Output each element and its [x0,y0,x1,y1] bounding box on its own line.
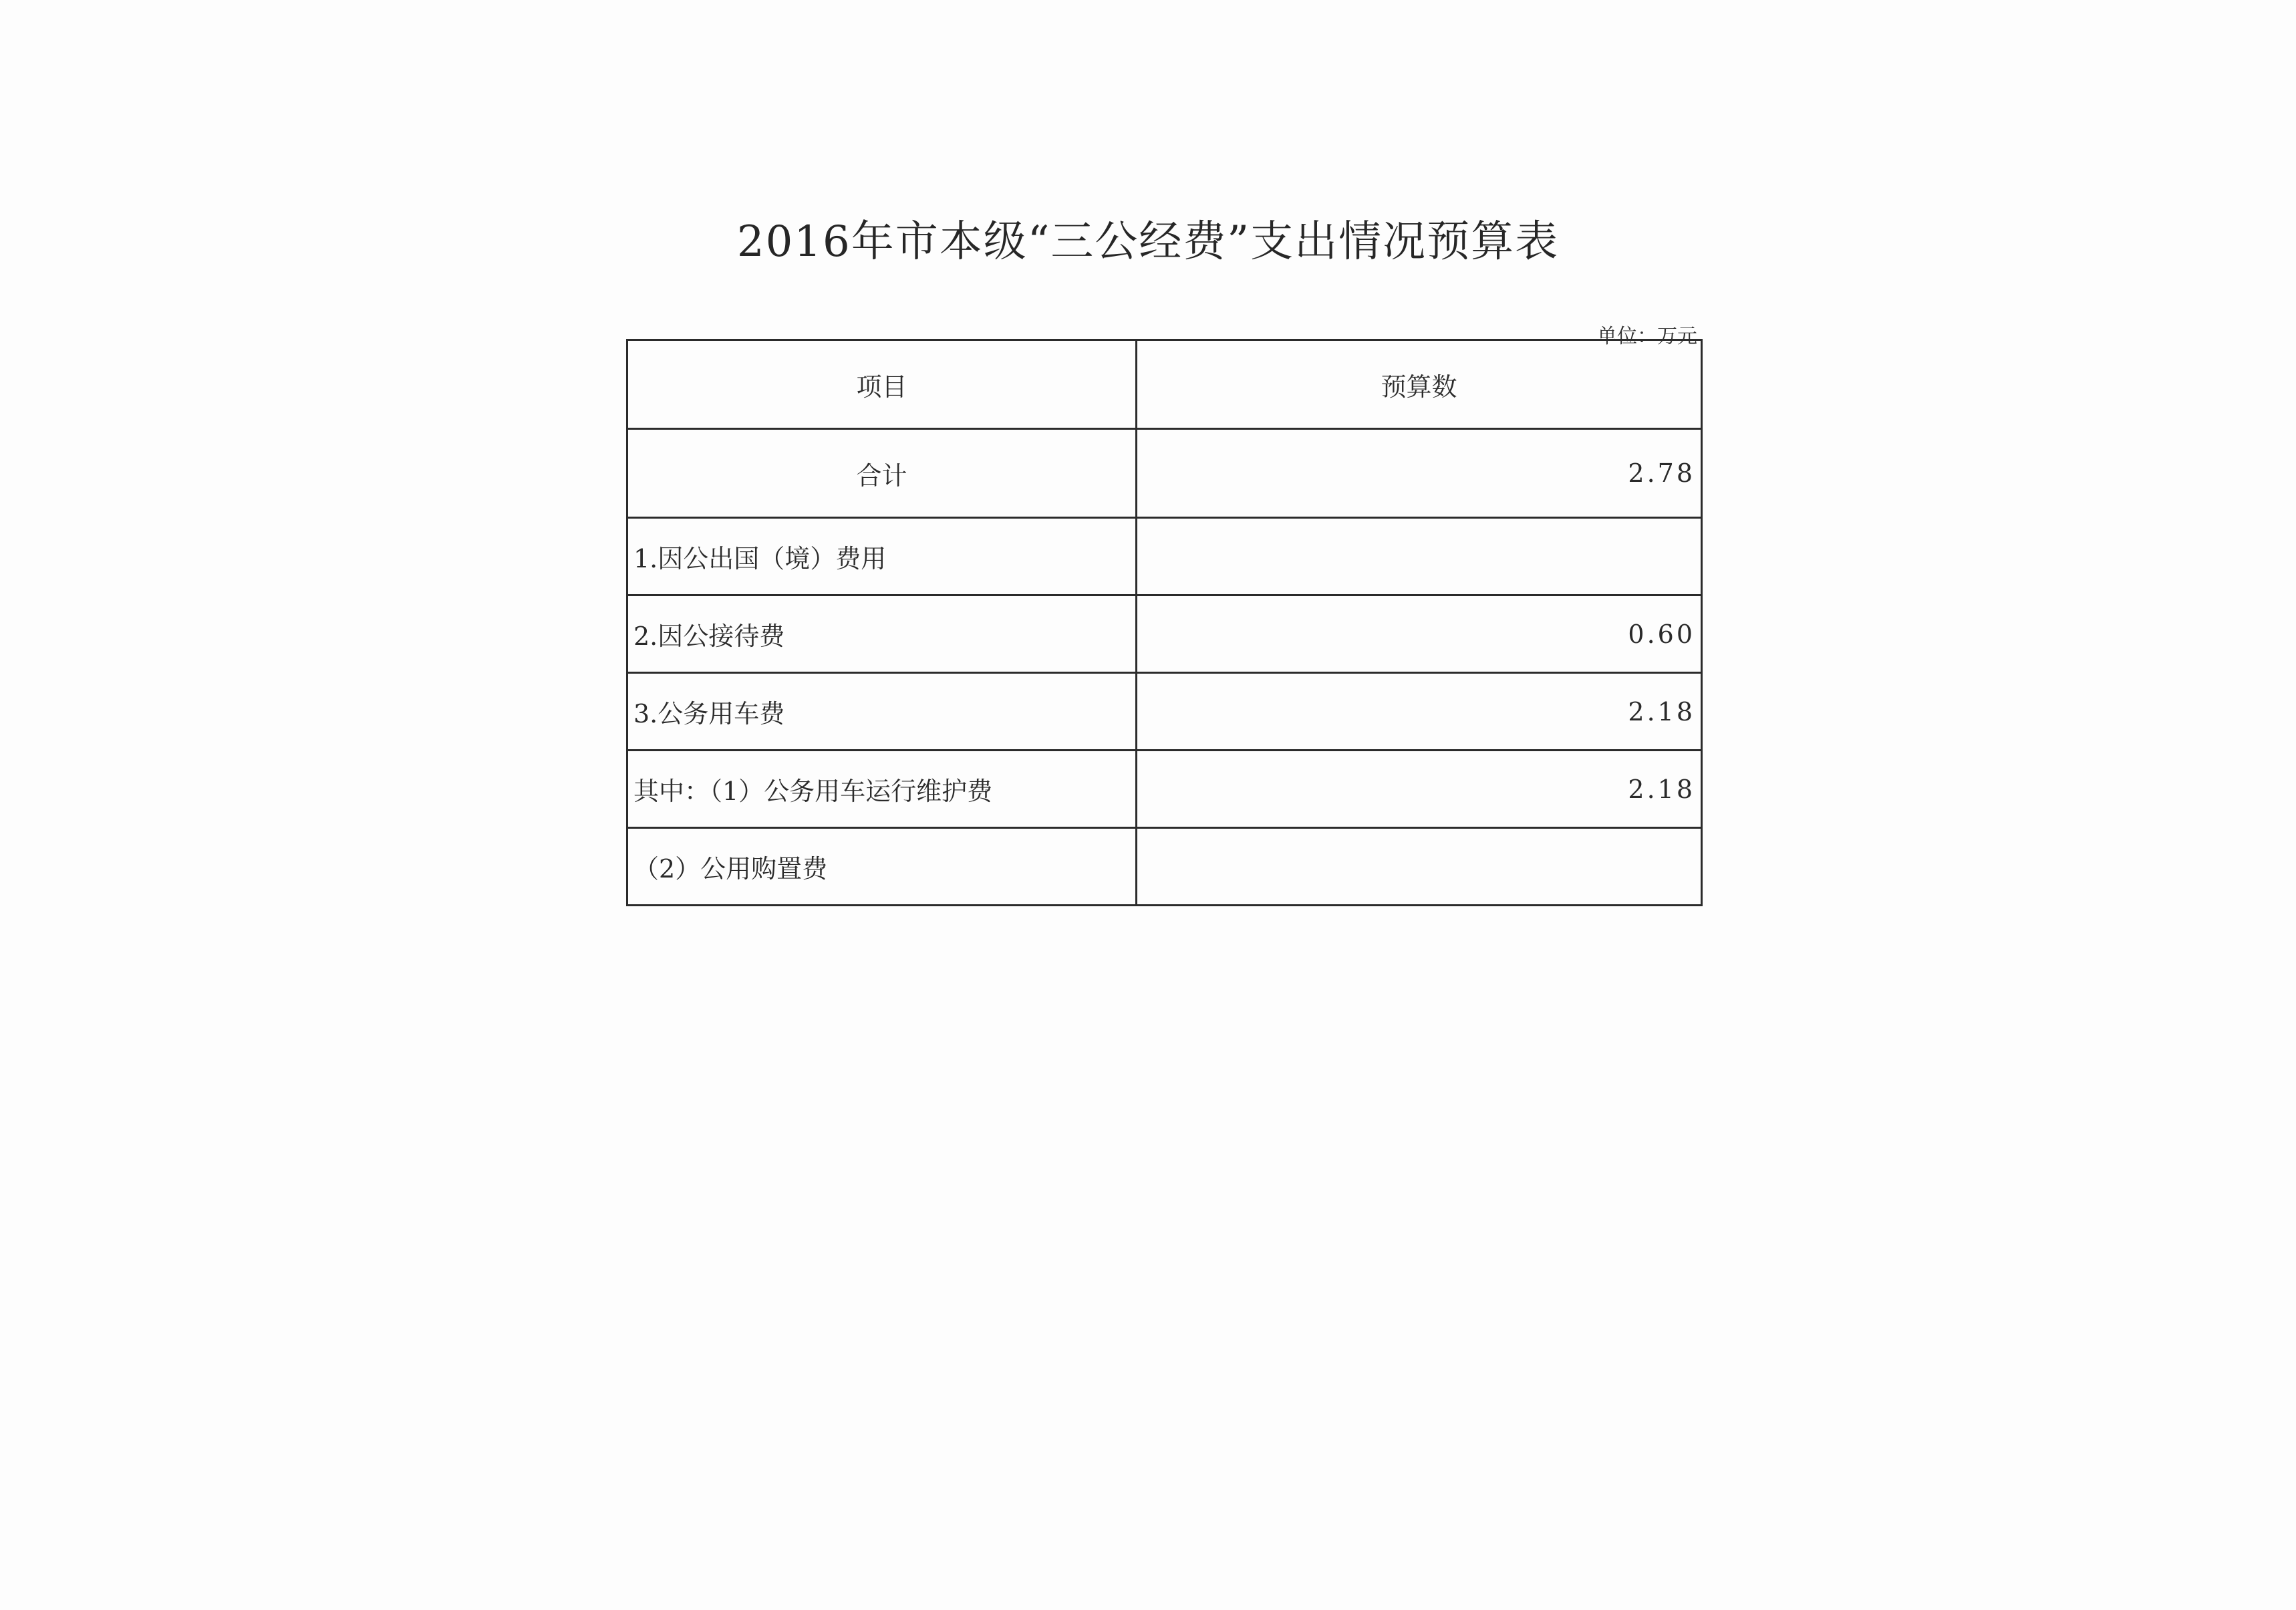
table-row-total [627,429,1702,518]
table-row [627,595,1702,673]
row-item-label: 3.公务用车费 [627,673,1137,751]
row-value: 0.60 [1137,595,1702,673]
table-header-row [627,340,1702,429]
row-item-label: 1.因公出国（境）费用 [627,518,1137,595]
row-item-label: 其中：（1）公务用车运行维护费 [627,751,1137,828]
row-item-label: 2.因公接待费 [627,595,1137,673]
table-row [627,518,1702,595]
document-title: 2016年市本级“三公经费”支出情况预算表 [736,217,1560,267]
header-budget: 预算数 [1137,340,1702,429]
row-item-label: 合计 [627,429,1137,518]
unit-label: 单位：万元 [1597,325,1697,348]
row-value [1137,518,1702,595]
row-value [1137,828,1702,906]
row-value: 2.78 [1137,429,1702,518]
row-item-label: （2）公用购置费 [627,828,1137,906]
table-row [627,673,1702,751]
row-value: 2.18 [1137,751,1702,828]
budget-table [626,339,1703,906]
row-value: 2.18 [1137,673,1702,751]
header-item: 项目 [627,340,1137,429]
table-row [627,751,1702,828]
table-row [627,828,1702,906]
